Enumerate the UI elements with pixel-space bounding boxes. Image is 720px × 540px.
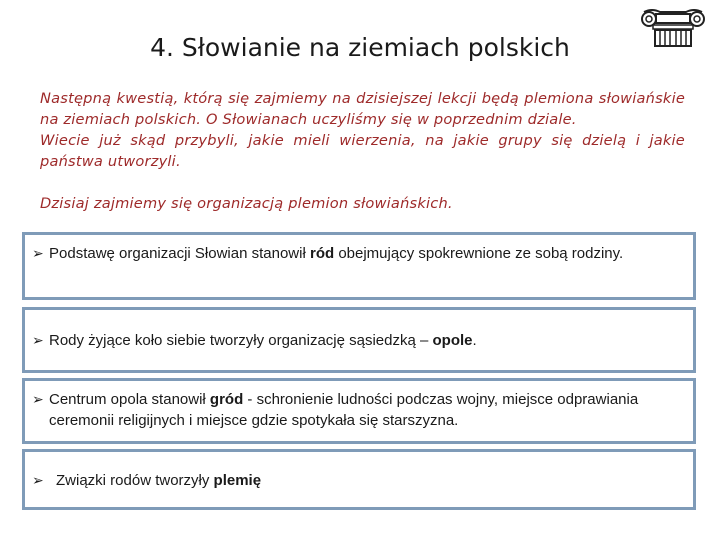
- point-text: Podstawę organizacji Słowian stanowił ród obejmujący spokrewnione ze sobą rodziny.: [49, 245, 624, 262]
- intro-text: [40, 88, 685, 214]
- key-term: opole: [432, 332, 473, 349]
- key-term: gród: [209, 391, 244, 408]
- point-box-1: [22, 232, 696, 300]
- intro-topic: Dzisiaj zajmiemy się organizacją plemion słowiańskich.: [40, 195, 453, 212]
- slide-title: 4. Słowianie na ziemiach polskich: [150, 33, 570, 62]
- arrow-bullet-icon: ➢: [32, 332, 44, 348]
- key-term: ród: [309, 245, 335, 262]
- point-box-2: [22, 307, 696, 373]
- arrow-bullet-icon: ➢: [32, 472, 44, 488]
- point-text: Rody żyjące koło siebie tworzyły organizację sąsiedzką – opole.: [49, 332, 477, 349]
- point-box-3: [22, 378, 696, 444]
- greek-column-capital-icon: [640, 6, 706, 50]
- point-box-4: [22, 449, 696, 510]
- arrow-bullet-icon: ➢: [32, 391, 44, 407]
- arrow-bullet-icon: ➢: [32, 245, 44, 261]
- intro-paragraph: Wiecie już skąd przybyli, jakie mieli wierzenia, na jakie grupy się dzielą i jakie państwa utworzyli.: [40, 132, 685, 170]
- point-text: Centrum opola stanowił gród - schronienie ludności podczas wojny, miejsce odprawiania ceremonii religijnych i miejsce gdzie spotykała się starszyzna.: [49, 391, 639, 429]
- point-text: Związki rodów tworzyły plemię: [56, 472, 262, 489]
- intro-paragraph: Następną kwestią, którą się zajmiemy na dzisiejszej lekcji będą plemiona słowiańskie na ziemiach polskich. O Słowianach uczyliśmy się w poprzednim dziale.: [40, 90, 685, 128]
- key-term: plemię: [213, 472, 262, 489]
